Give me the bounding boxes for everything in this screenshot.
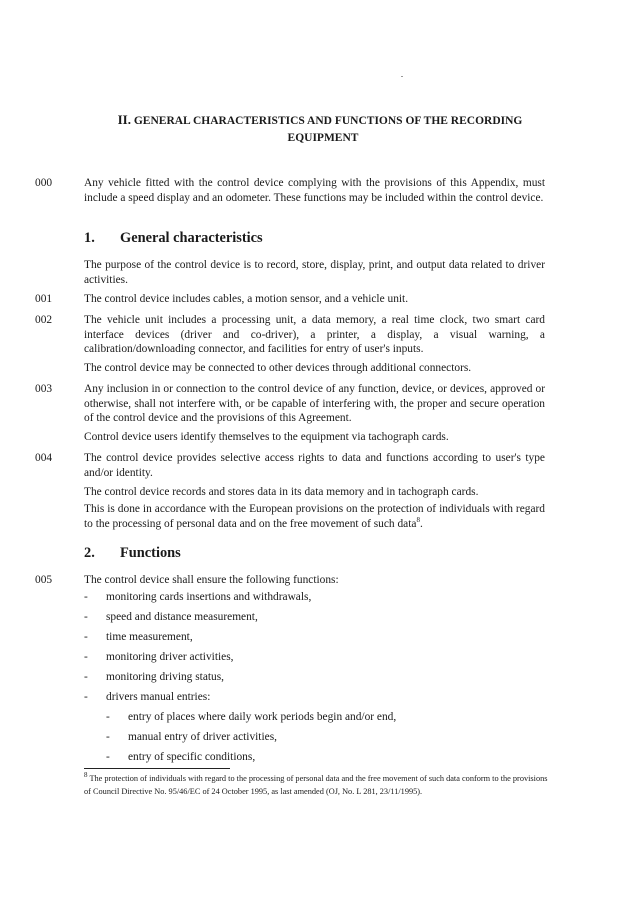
list-item <box>106 710 110 725</box>
list-item <box>84 590 88 605</box>
req-text-004: The control device provides selective access rights to data and functions according to user's type and/or identity. <box>84 452 545 479</box>
entry-item: manual entry of driver activities, <box>128 731 277 743</box>
footnote-mark: 8 <box>84 771 88 780</box>
subsection-heading-2 <box>84 544 181 562</box>
subsection-title: Functions <box>120 545 181 561</box>
list-dash: - <box>106 731 110 743</box>
list-item <box>106 730 110 745</box>
list-dash: - <box>106 711 110 723</box>
req-number-003: 003 <box>35 383 53 395</box>
req-number-004: 004 <box>35 452 53 464</box>
list-dash: - <box>84 631 88 643</box>
list-dash: - <box>84 671 88 683</box>
req-text-003: Any inclusion in or connection to the control device of any function, device, or devices, approved or otherwise, shall not interfere with, or be capable of interfering with, the proper and secure operation of the control device and the provisions of this Agreement. <box>84 383 545 425</box>
function-item: monitoring cards insertions and withdrawals, <box>106 591 312 603</box>
section-heading <box>90 111 550 147</box>
req-number-001: 001 <box>35 293 53 305</box>
list-dash: - <box>84 651 88 663</box>
scan-speck <box>401 76 403 77</box>
list-item <box>84 690 88 705</box>
list-item <box>84 670 88 685</box>
function-item: drivers manual entries: <box>106 691 211 703</box>
req-number-002: 002 <box>35 314 53 326</box>
section-title-line2: EQUIPMENT <box>287 132 359 144</box>
footnote-separator <box>84 768 230 769</box>
paragraph-accordance-text: This is done in accordance with the European provisions on the protection of individuals with regard to the processing of personal data and on the free movement of such data <box>84 503 545 530</box>
section-roman: II. <box>117 112 131 127</box>
req-text-000: Any vehicle fitted with the control device complying with the provisions of this Appendix, must include a speed display and an odometer. These functions may be included within the control device. <box>84 177 545 204</box>
section-title-line1: GENERAL CHARACTERISTICS AND FUNCTIONS OF THE RECORDING <box>133 115 523 127</box>
req-text-001: The control device includes cables, a motion sensor, and a vehicle unit. <box>84 293 409 305</box>
req-text-002: The vehicle unit includes a processing unit, a data memory, a real time clock, two smart card interface devices (driver and co-driver), a printer, a display, a visual warning, a calibration/downloading connector, and facilities for entry of user's inputs. <box>84 314 545 356</box>
list-item <box>84 650 88 665</box>
footnote-text: The protection of individuals with regard to the processing of personal data and the free movement of such data conform to the provisions of Council Directive No. 95/46/EC of 24 October 1995, as last amended (OJ, No. L 281, 23/11/1995). <box>84 774 548 796</box>
paragraph-connectors: The control device may be connected to other devices through additional connectors. <box>84 362 472 374</box>
list-item <box>106 750 110 765</box>
req-text-005: The control device shall ensure the following functions: <box>84 574 339 586</box>
paragraph-records: The control device records and stores data in its data memory and in tachograph cards. <box>84 486 479 498</box>
list-dash: - <box>84 691 88 703</box>
paragraph-accordance-end: . <box>419 517 423 530</box>
entry-item: entry of specific conditions, <box>128 751 256 763</box>
req-number-000: 000 <box>35 177 53 189</box>
subsection-number: 1. <box>84 230 95 246</box>
function-item: speed and distance measurement, <box>106 611 258 623</box>
paragraph-identify: Control device users identify themselves to the equipment via tachograph cards. <box>84 431 449 443</box>
function-item: time measurement, <box>106 631 193 643</box>
entry-item: entry of places where daily work periods begin and/or end, <box>128 711 397 723</box>
paragraph-accordance <box>84 502 545 531</box>
footnote-reference: 8 <box>416 515 420 524</box>
list-dash: - <box>106 751 110 763</box>
function-item: monitoring driver activities, <box>106 651 234 663</box>
subsection-number: 2. <box>84 545 95 561</box>
subsection-heading-1 <box>84 229 263 247</box>
list-item <box>84 630 88 645</box>
footnote <box>84 773 554 798</box>
paragraph-purpose: The purpose of the control device is to record, store, display, print, and output data related to driver activities. <box>84 259 545 286</box>
list-dash: - <box>84 611 88 623</box>
list-item <box>84 610 88 625</box>
req-number-005: 005 <box>35 574 53 586</box>
function-item: monitoring driving status, <box>106 671 225 683</box>
subsection-title: General characteristics <box>120 230 263 246</box>
list-dash: - <box>84 591 88 603</box>
